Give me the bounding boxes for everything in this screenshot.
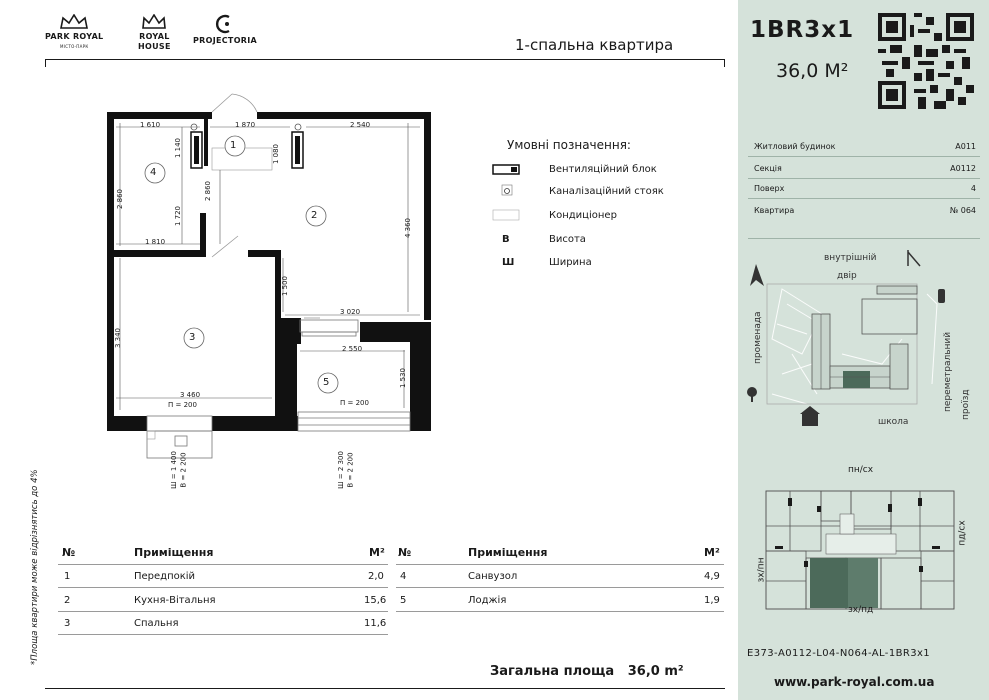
courtyard-label-2: двір — [837, 271, 857, 281]
window-width-label: Ш = 2 300 — [336, 451, 345, 489]
dim-label: 4 360 — [404, 217, 413, 239]
dim-label: 2 860 — [116, 188, 125, 210]
orientation-north: пн/сх — [848, 465, 874, 475]
window-height-label: В = 2 200 — [179, 452, 188, 488]
floor-key-plan — [760, 486, 960, 612]
table-cell: 1,9 — [704, 595, 720, 606]
dim-label: 1 810 — [145, 238, 166, 246]
dim-label: 1 530 — [399, 367, 408, 389]
driveway-label-1: переметральний — [943, 331, 953, 412]
total-area: Загальна площа 36,0 m² — [490, 664, 684, 679]
apartment-area: 36,0 М² — [776, 60, 849, 82]
slide-icon — [908, 250, 920, 266]
legend-label-ventilation: Вентиляційний блок — [549, 164, 657, 175]
ventilation-block-icon — [493, 165, 519, 174]
projectoria-name: PROJECTORIA — [193, 36, 258, 45]
info-value: № 064 — [949, 206, 976, 215]
orientation-south: зх/пд — [848, 605, 874, 615]
document-code: Е373-А0112-L04-N064-AL-1BR3x1 — [747, 648, 931, 659]
area-disclaimer: *Площа квартири може відрізнятись до 4% — [30, 469, 40, 665]
table-cell: 4,9 — [704, 571, 720, 582]
table-divider — [58, 634, 388, 635]
info-value: А011 — [955, 142, 976, 151]
info-building-row — [754, 142, 976, 154]
table-header-area: М² — [704, 546, 720, 559]
info-floor-row — [754, 184, 976, 196]
legend-title: Умовні позначення: — [507, 138, 631, 152]
table-cell: 3 — [64, 618, 71, 629]
dim-label: 3 460 — [180, 391, 201, 399]
info-divider — [748, 156, 980, 157]
room-number-2: 2 — [311, 210, 318, 221]
table-cell: Передпокій — [134, 571, 196, 582]
website-link[interactable]: www.park-royal.com.ua — [774, 675, 935, 689]
table-cell: 4 — [400, 571, 407, 582]
table-cell: 11,6 — [364, 618, 387, 629]
dim-label: 2 540 — [350, 121, 371, 129]
table-header-num: № — [62, 546, 76, 559]
dim-label: 3 020 — [340, 308, 361, 316]
info-divider — [748, 238, 980, 239]
info-section-row — [754, 164, 976, 176]
park-royal-sub: МІСТО-ПАРК — [60, 44, 89, 49]
table-cell: Кухня-Вітальня — [134, 595, 216, 606]
qr-code-icon — [878, 13, 974, 109]
dim-label: 2 550 — [342, 345, 363, 353]
legend-label-height: Висота — [549, 234, 586, 245]
car-icon — [938, 289, 945, 303]
orientation-west: зх/пн — [756, 557, 767, 583]
orientation-east: пд/сх — [957, 520, 968, 546]
room-number-5: 5 — [323, 377, 330, 388]
air-conditioner-icon — [493, 210, 519, 220]
apartment-code: 1BR3x1 — [750, 17, 855, 43]
royal-house-line2: HOUSE — [138, 42, 171, 51]
table-cell: 2,0 — [368, 571, 384, 582]
dim-label: П = 200 — [340, 399, 369, 407]
royal-house-line1: ROYAL — [139, 32, 170, 41]
school-icon — [800, 406, 820, 426]
driveway-label-2: проїзд — [961, 389, 971, 420]
park-royal-name: PARK ROYAL — [45, 32, 104, 41]
table-cell: Спальня — [134, 618, 179, 629]
table-cell: Санвузол — [468, 571, 518, 582]
dim-label: 1 610 — [140, 121, 161, 129]
legend-symbol-width: Ш — [502, 257, 515, 268]
table-divider — [396, 611, 724, 612]
info-label: Квартира — [754, 206, 795, 215]
window-height-label: В = 2 200 — [346, 452, 355, 488]
info-label: Поверх — [754, 184, 785, 193]
table-header-area: М² — [369, 546, 385, 559]
north-arrow-icon — [750, 264, 764, 286]
dim-label: 1 080 — [272, 143, 281, 165]
info-label: Секція — [754, 164, 782, 173]
legend-label-sewer: Каналізаційний стояк — [549, 186, 664, 197]
dim-label: 2 860 — [204, 180, 213, 202]
dim-label: 1 500 — [281, 275, 290, 297]
table-divider — [396, 564, 724, 565]
footer-divider — [45, 688, 725, 689]
dim-label: 1 140 — [174, 137, 183, 159]
info-divider — [748, 178, 980, 179]
window-width-label: Ш = 1 400 — [169, 451, 178, 489]
tree-icon — [747, 387, 757, 402]
table-header-room: Приміщення — [468, 546, 548, 559]
page-title: 1-спальна квартира — [515, 36, 674, 54]
room-number-3: 3 — [189, 332, 196, 343]
room-number-1: 1 — [230, 140, 237, 151]
dim-label: 3 340 — [114, 327, 123, 349]
table-divider — [58, 611, 388, 612]
table-cell: 5 — [400, 595, 407, 606]
table-divider — [396, 587, 724, 588]
promenade-label: променада — [753, 311, 763, 364]
table-divider — [58, 587, 388, 588]
table-divider — [58, 564, 388, 565]
legend-label-conditioner: Кондиціонер — [549, 210, 617, 221]
school-label: школа — [878, 417, 909, 427]
legend-label-width: Ширина — [549, 257, 592, 268]
table-header-room: Приміщення — [134, 546, 214, 559]
dim-label: 1 870 — [235, 121, 256, 129]
info-label: Житловий будинок — [754, 142, 836, 151]
table-cell: 2 — [64, 595, 71, 606]
courtyard-label-1: внутрішній — [824, 253, 877, 263]
table-cell: 15,6 — [364, 595, 387, 606]
table-cell: 1 — [64, 571, 71, 582]
dim-label: 1 720 — [174, 205, 183, 227]
site-map — [742, 244, 982, 434]
info-apartment-row — [754, 206, 976, 218]
legend-symbol-height: В — [502, 234, 510, 245]
info-divider — [748, 198, 980, 199]
room-number-4: 4 — [150, 167, 157, 178]
dim-label: П = 200 — [168, 401, 197, 409]
info-value: А0112 — [950, 164, 976, 173]
table-header-num: № — [398, 546, 412, 559]
sewer-riser-icon — [502, 185, 512, 195]
table-cell: Лоджія — [468, 595, 507, 606]
info-value: 4 — [970, 184, 976, 193]
